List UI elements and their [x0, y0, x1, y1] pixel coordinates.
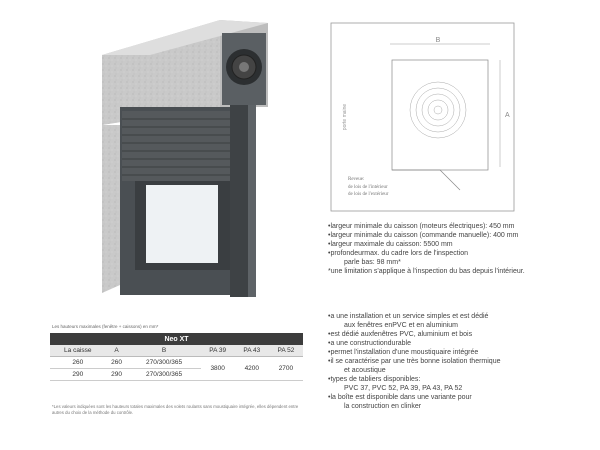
spec-item: •largeur minimale du caisson (commande manuelle): 400 mm [328, 232, 519, 239]
side-label: porte maine [342, 103, 348, 131]
legend-item-exterior: de lois de l'extérieur [348, 192, 389, 197]
roller-box [222, 33, 266, 105]
caisson-outline [392, 60, 488, 170]
spec-item: et acoustique [344, 367, 386, 374]
spec-item: •profondeurmax. du cadre lors de l'inspection [328, 250, 468, 257]
table-title: Neo XT [50, 333, 303, 345]
spec-item: •est dédié auxfenêtres PVC, aluminium et bois [328, 331, 473, 338]
spec-item: parle bas: 98 mm* [344, 259, 401, 266]
table-header: A [106, 345, 128, 357]
table-cell: 260 [106, 357, 128, 369]
table-header: La caisse [50, 345, 106, 357]
table-cell-merged: 4200 [235, 357, 269, 381]
spec-item: PVC 37, PVC 52, PA 39, PA 43, PA 52 [344, 385, 463, 392]
guide-rail-edge [248, 105, 256, 297]
spec-item: •permet l'installation d'une moustiquaire intégrée [328, 349, 479, 356]
spec-item: •la boîte est disponible dans une variante pour [328, 394, 472, 401]
spec-list-top [328, 222, 525, 276]
dimension-diagram [330, 22, 515, 212]
table-row [50, 357, 303, 369]
inspection-flap [392, 170, 460, 190]
table-cell-merged: 3800 [201, 357, 235, 381]
table-header: B [128, 345, 201, 357]
table-caption: Les hauteurs maximales (fenêtre + caissons) en mm* [52, 324, 159, 329]
legend-title: Reveue: [348, 177, 365, 182]
spec-list-bottom [328, 312, 501, 411]
product-illustration [90, 15, 290, 315]
legend-item-interior: de lois de l'intérieur [348, 185, 388, 190]
spec-item: •a une installation et un service simples et est dédié [328, 313, 489, 320]
table-cell: 270/300/365 [128, 357, 201, 369]
spec-item: •largeur maximale du caisson: 5500 mm [328, 241, 453, 248]
spec-item: •a une constructiondurable [328, 340, 412, 347]
table-cell: 290 [106, 369, 128, 381]
dimensions-table [50, 333, 303, 381]
dimension-label-b: B [435, 37, 441, 44]
spec-item: la construction en clinker [344, 403, 422, 410]
table-cell: 290 [50, 369, 106, 381]
spec-item: •largeur minimale du caisson (moteurs électriques): 450 mm [328, 223, 515, 230]
shutter-curtain [122, 111, 230, 181]
table-footnote: *Les valeurs indiquées sont les hauteurs totales maximales des volets roulants sans moustiquaire intégrée, elles dépendent entre autres du choix de la méthode du contrôle. [52, 404, 299, 415]
spec-item: *une limitation s'applique à l'inspection du bas depuis l'intérieur. [328, 268, 525, 275]
roll-circles [410, 82, 466, 138]
table-cell: 270/300/365 [128, 369, 201, 381]
spec-item: •types de tabliers disponibles: [328, 376, 421, 383]
table-header: PA 39 [201, 345, 235, 357]
table-header: PA 52 [269, 345, 303, 357]
table-header: PA 43 [235, 345, 269, 357]
spec-item: aux fenêtres enPVC et en aluminium [344, 322, 459, 329]
table-cell: 260 [50, 357, 106, 369]
spec-item: •il se caractérise par une très bonne isolation thermique [328, 358, 501, 365]
table-cell-merged: 2700 [269, 357, 303, 381]
dimension-label-a: A [505, 112, 510, 119]
guide-rail [230, 105, 248, 297]
